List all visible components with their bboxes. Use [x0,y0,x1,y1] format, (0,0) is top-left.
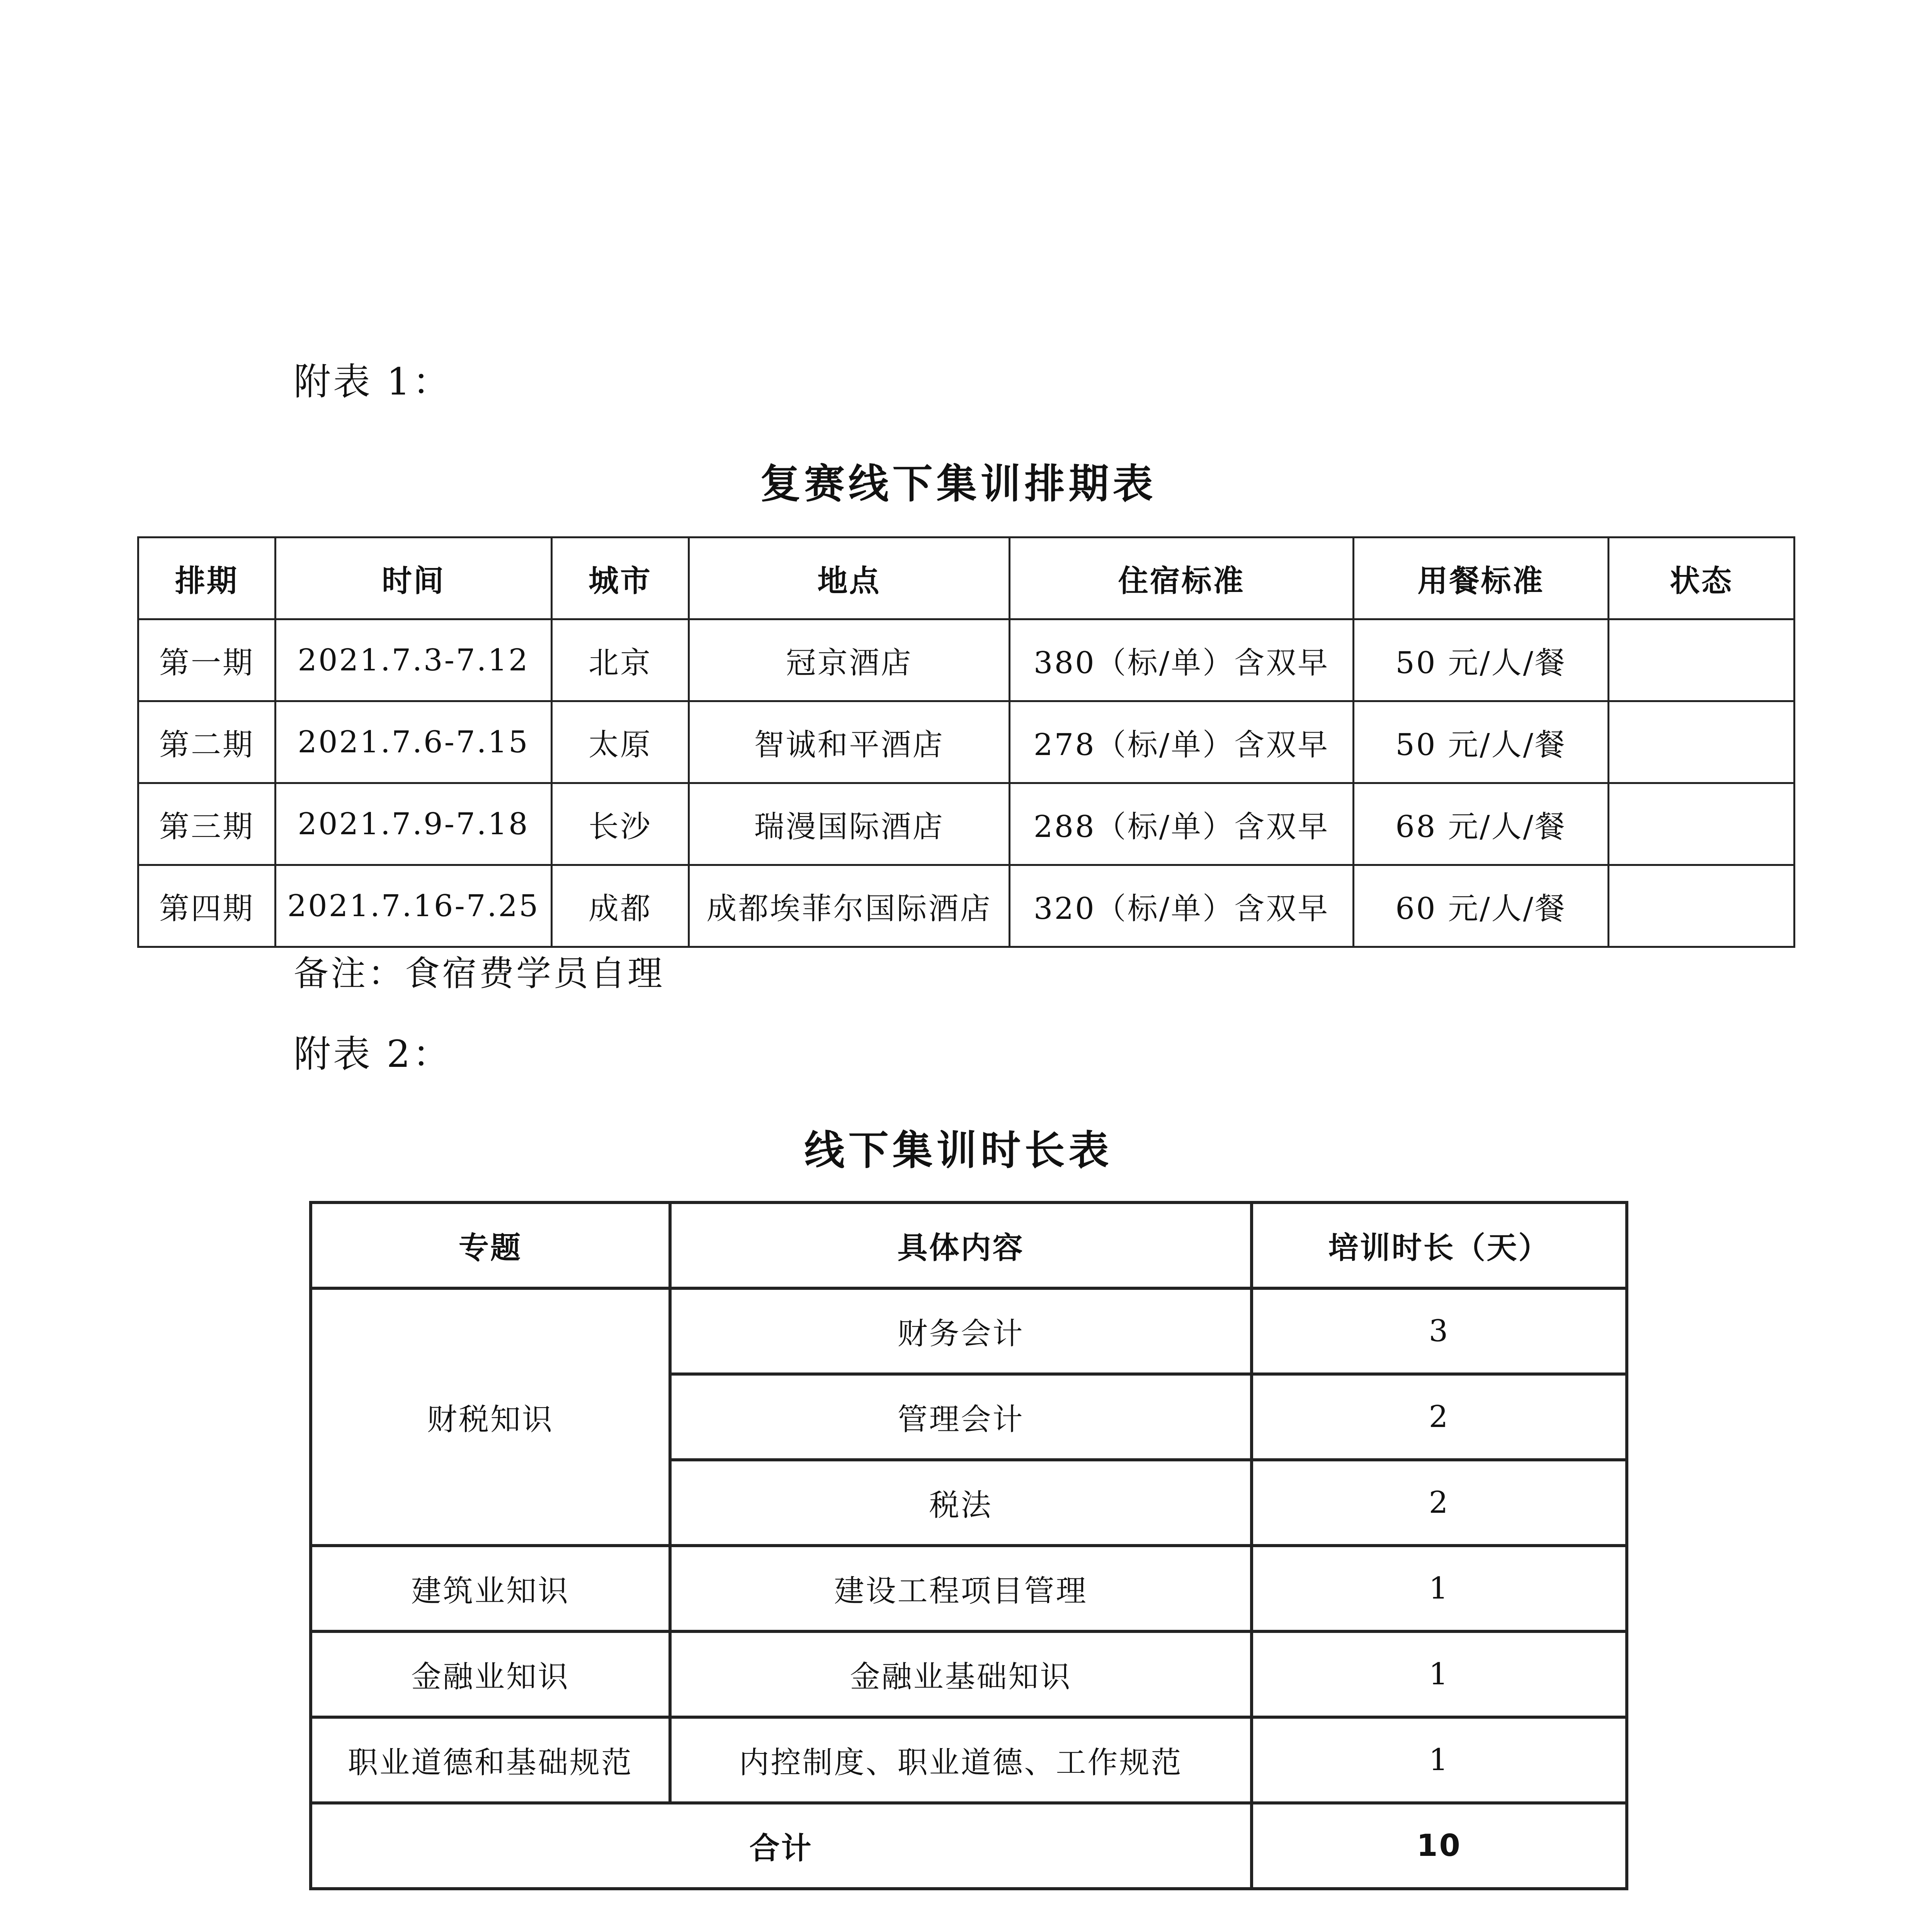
cell-days: 1 [1252,1717,1627,1803]
cell-city: 北京 [552,619,689,701]
table-row [311,1717,1627,1803]
header-content: 具体内容 [670,1202,1252,1288]
cell-venue: 瑞漫国际酒店 [689,783,1010,865]
table-row [311,1288,1627,1374]
cell-content: 金融业基础知识 [670,1631,1252,1717]
table-row [138,783,1795,865]
cell-content: 建设工程项目管理 [670,1546,1252,1631]
appendix1-note: 备注：食宿费学员自理 [294,953,665,994]
cell-period: 第一期 [138,619,276,701]
cell-days: 1 [1252,1631,1627,1717]
cell-topic: 财税知识 [311,1288,670,1546]
cell-time: 2021.7.16-7.25 [276,865,552,947]
table-row [311,1631,1627,1717]
appendix1-title: 复赛线下集训排期表 [760,460,1157,507]
cell-venue: 智诚和平酒店 [689,701,1010,783]
cell-status [1609,619,1795,701]
cell-days: 1 [1252,1546,1627,1631]
cell-city: 成都 [552,865,689,947]
header-topic: 专题 [311,1202,670,1288]
cell-venue: 成都埃菲尔国际酒店 [689,865,1010,947]
cell-lodging: 320（标/单）含双早 [1010,865,1354,947]
table-row [138,619,1795,701]
header-city: 城市 [552,537,689,619]
cell-content: 税法 [670,1460,1252,1546]
cell-venue: 冠京酒店 [689,619,1010,701]
header-lodging: 住宿标准 [1010,537,1354,619]
cell-content: 管理会计 [670,1374,1252,1460]
cell-status [1609,783,1795,865]
cell-topic: 职业道德和基础规范 [311,1717,670,1803]
cell-period: 第二期 [138,701,276,783]
cell-content: 财务会计 [670,1288,1252,1374]
cell-topic: 金融业知识 [311,1631,670,1717]
appendix2-label: 附表 2： [294,1032,452,1076]
total-value: 10 [1252,1803,1627,1889]
header-period: 排期 [138,537,276,619]
cell-days: 2 [1252,1460,1627,1546]
table-row [138,701,1795,783]
table-row [311,1546,1627,1631]
cell-status [1609,701,1795,783]
total-row [311,1803,1627,1889]
cell-city: 太原 [552,701,689,783]
cell-days: 2 [1252,1374,1627,1460]
cell-topic: 建筑业知识 [311,1546,670,1631]
total-label: 合计 [311,1803,1252,1889]
cell-lodging: 380（标/单）含双早 [1010,619,1354,701]
cell-time: 2021.7.9-7.18 [276,783,552,865]
header-time: 时间 [276,537,552,619]
appendix1-label: 附表 1： [294,360,452,403]
cell-meal: 50 元/人/餐 [1354,619,1609,701]
cell-time: 2021.7.3-7.12 [276,619,552,701]
header-status: 状态 [1609,537,1795,619]
header-meal: 用餐标准 [1354,537,1609,619]
schedule-header-row [138,537,1795,619]
cell-lodging: 278（标/单）含双早 [1010,701,1354,783]
duration-header-row [311,1202,1627,1288]
duration-table [309,1201,1628,1890]
cell-status [1609,865,1795,947]
cell-days: 3 [1252,1288,1627,1374]
table-row [138,865,1795,947]
cell-period: 第四期 [138,865,276,947]
schedule-table [137,536,1795,948]
cell-period: 第三期 [138,783,276,865]
header-days: 培训时长（天） [1252,1202,1627,1288]
cell-city: 长沙 [552,783,689,865]
header-venue: 地点 [689,537,1010,619]
cell-meal: 68 元/人/餐 [1354,783,1609,865]
cell-content: 内控制度、职业道德、工作规范 [670,1717,1252,1803]
cell-lodging: 288（标/单）含双早 [1010,783,1354,865]
cell-time: 2021.7.6-7.15 [276,701,552,783]
cell-meal: 60 元/人/餐 [1354,865,1609,947]
cell-meal: 50 元/人/餐 [1354,701,1609,783]
appendix2-title: 线下集训时长表 [804,1127,1113,1174]
